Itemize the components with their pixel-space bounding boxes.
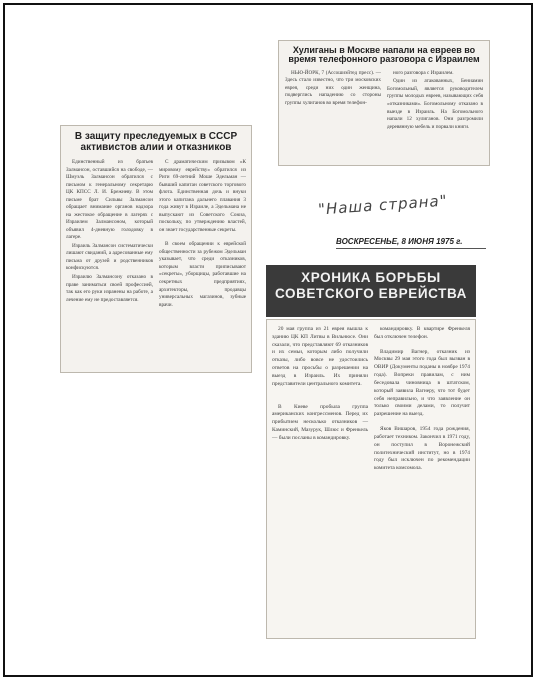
paragraph: Владимир Вагнер, отказник из Москвы 29 мая этого года был вызван в ОВИР (Документы поданы в ноябре 1974 года). Вопреки правилам, с ним беседовала чиновница в штатском, который заявила Вагнеру, что тот будет себя неправильно, и что заявление он только своими делами, то получит разрешение на выезд. <box>374 348 470 418</box>
chronicle-banner-line2: СОВЕТСКОГО ЕВРЕЙСТВА <box>274 285 468 301</box>
paragraph: Израиль Залмансон систематически лишают свиданий, а адресованные ему письма от друзей и родственников конфискуются. <box>66 242 153 272</box>
clipping-hooligans-title: Хулиганы в Москве напали на евреев во время телефонного разговора с Израилем <box>288 45 480 65</box>
chronicle-col2 <box>374 326 470 474</box>
chronicle-banner-line1: ХРОНИКА БОРЬБЫ <box>301 270 441 285</box>
chronicle-banner <box>266 265 476 317</box>
dateline-rule <box>336 248 486 249</box>
paragraph: 20 мая группа из 21 еврея вышла к зданию ЦК КП Литвы в Вильнюсе. Они сказали, что представляют 69 отказников и их семьи, которым либо получили отказы, либо вовсе не удостоились ответов на просьбы о разрешении на выезд в Израиль. Их приняли представители центрального комитета. <box>272 326 368 387</box>
clipping-defense <box>60 125 252 373</box>
chronicle-col1 <box>272 326 368 474</box>
paragraph: Яков Вишаров, 1954 года рождения, работает техником. Закончил в 1971 году, он поступил в Воронежский политехнический институт, но в 1974 году был исключен по рекомендации комитета комсомола. <box>374 426 470 472</box>
paragraph: Единственный из братьев Залмансон, оставшийся на свободе, — Шмуэль Залмансон обратился с письмом к генеральному секретарю ЦК КПСС Л. И. Брежневу. В этом письме брат Сильвы Залмансон обращает внимание органов надзора на жестокое обращение в лагерях с Израилем Залмансоном, который объявил 4-дневную голодовку в лагере. <box>66 159 153 241</box>
clipping-defense-title: В защиту преследуемых в СССР активистов алии и отказников <box>74 131 238 153</box>
clipping-hooligans <box>278 40 490 166</box>
paragraph: Один из атакованных, Бениамин Богомольный, является руководителем группы молодых евреев, называющих себя «отказниками». Богомольному отказано в выезде в Израиль. На Богомольного напали 12 хулиганов. Они разгромили деревянную мебель и порвали книги. <box>387 78 483 130</box>
paragraph: командировку. В квартире Френкеля был отключен телефон. <box>374 326 470 340</box>
dateline: ВОСКРЕСЕНЬЕ, 8 ИЮНЯ 1975 г. <box>336 237 463 246</box>
clipping-defense-col2 <box>159 159 246 310</box>
paragraph: В своем обращении к еврейской общественности за рубежом Эдельман указывает, что среди отказников, которым власти приписывают «секреты», уборщицы, работавшие на секретных предприятиях, архитекторы, продавцы универсальных магазинов, зубные врачи. <box>159 241 246 308</box>
handwritten-note: "Наша страна" <box>317 191 449 219</box>
paragraph: ного разговора с Израилем. <box>393 69 454 76</box>
clipping-hooligans-col1 <box>285 70 381 132</box>
clipping-hooligans-col2 <box>387 70 483 132</box>
paragraph: С драматическим призывом «К мировому еврейству» обратился из Риги 69-летний Моше Эдельман — бывший капитан советского торгового флота. Единственная дочь и внуки этого капитана дальнего плавания 3 года живут в Израиле, а Эдельмана не выпускают из Советского Союза, поскольку, по утверждению властей, он знает государственные секреты. <box>159 159 246 233</box>
paragraph: НЬЮ-ЙОРК, 7 (Ассошиэйтед пресс). — Здесь стало известно, что три московских еврея, среди них один женщина, подверглись нападению со стороны группы хулиганов во время телефон- <box>285 69 381 106</box>
clipping-chronicle <box>266 319 476 639</box>
paragraph: В Киеве пробыла группа американских конгрессменов. Перед их прибытием несколько отказников — Каминский, Мазурук, Шлюс и Френкель — были посланы в командировку. <box>272 403 368 441</box>
clipping-defense-col1 <box>66 159 153 310</box>
paragraph: Израилю Залмансону отказано в праве заниматься своей профессией, так как его руки изранены на работе, а лечение ему не предоставляется. <box>66 273 153 303</box>
